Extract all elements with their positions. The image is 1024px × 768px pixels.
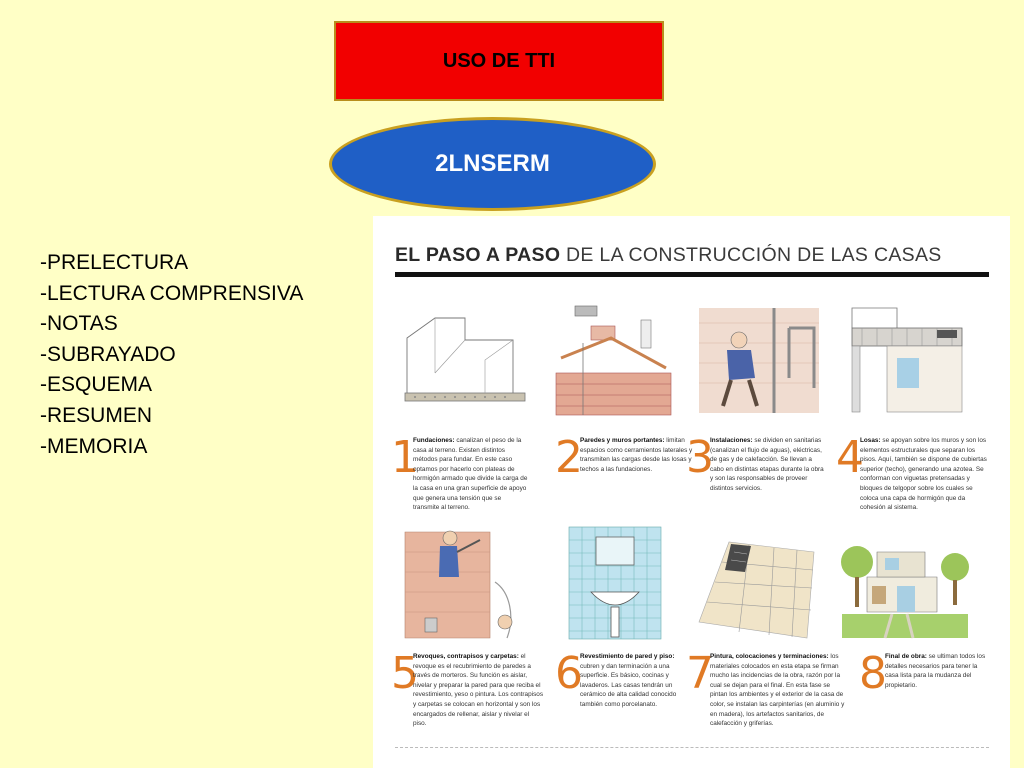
step-body: se dividen en sanitarias (canalizan el flujo de aguas), eléctricas, de gas y de calefacción. Se llevan a cabo en distintas etapas durante la obra y son las responsables de proveer distintos servicios. bbox=[710, 437, 824, 492]
step-text bbox=[413, 652, 543, 729]
step-label: Paredes y muros portantes: bbox=[580, 437, 665, 444]
construction-poster bbox=[373, 216, 1010, 768]
step-body: se ultiman todos los detalles necesarios para tener la casa lista para la mudanza del propietario. bbox=[885, 653, 986, 689]
list-item: -ESQUEMA bbox=[40, 373, 153, 397]
step-label: Fundaciones: bbox=[413, 437, 455, 444]
step-text bbox=[580, 436, 695, 474]
finished-house-illustration bbox=[837, 522, 973, 648]
tiles-illustration bbox=[541, 522, 677, 648]
code-text: 2LNSERM bbox=[435, 150, 550, 177]
step-body: el revoque es el recubrimiento de paredes a través de morteros. Su función es aislar, nivelar y preparar la pared para que reciba el revestimiento, yeso o pintura. Los contrapisos y carpetas se colocan en horizontal y son los encargados de rellenar, aislar y nivelar el piso. bbox=[413, 653, 544, 728]
installations-illustration bbox=[689, 298, 825, 424]
step-text bbox=[860, 436, 990, 513]
finishes-illustration bbox=[689, 522, 825, 648]
step-label: Losas: bbox=[860, 437, 881, 444]
list-item: -SUBRAYADO bbox=[40, 342, 176, 366]
list-item: -PRELECTURA bbox=[40, 251, 189, 274]
foundation-illustration bbox=[395, 298, 531, 424]
step-label: Pintura, colocaciones y terminaciones: bbox=[710, 653, 829, 660]
step-number: 1 bbox=[391, 432, 419, 483]
step-label: Instalaciones: bbox=[710, 437, 753, 444]
step-body: se apoyan sobre los muros y son los elementos estructurales que separan los pisos. Aquí, también se dispone de cubiertas superior (techo), generando una azotea. Se conforman con viguetas pretensadas y bloques de telgopor sobre los cuales se coloca una capa de hormigón que da cohesión al sistema. bbox=[860, 437, 987, 512]
title-text: USO DE TTI bbox=[442, 49, 556, 72]
title-box bbox=[334, 21, 664, 101]
step-number: 3 bbox=[686, 432, 714, 483]
poster-title-bold: EL PASO A PASO bbox=[395, 244, 561, 266]
step-body: limitan espacios como cerramientos laterales y transmiten las cargas desde las losas y techos a las fundaciones. bbox=[580, 437, 693, 473]
list-item: -MEMORIA bbox=[40, 434, 148, 458]
step-number: 8 bbox=[859, 648, 887, 699]
step-label: Revestimiento de pared y piso: bbox=[580, 653, 675, 660]
step-number: 4 bbox=[836, 432, 864, 483]
walls-illustration bbox=[541, 298, 677, 424]
step-text bbox=[580, 652, 695, 710]
step-text bbox=[885, 652, 990, 690]
step-body: los materiales colocados en esta etapa se firman mucho las incidencias de la obra, razón por la cual se dejan para el final. En esta fase se pintan los ambientes y el exterior de la casa de color, se instalan las carpinterías (en aluminio y en madera), los artefactos sanitarios, de calefacción y griferías. bbox=[710, 653, 845, 728]
poster-title bbox=[395, 244, 995, 267]
step-number: 5 bbox=[391, 648, 419, 699]
step-label: Final de obra: bbox=[885, 653, 927, 660]
code-oval bbox=[329, 117, 656, 211]
poster-title-rule bbox=[395, 272, 989, 277]
step-number: 7 bbox=[686, 648, 714, 699]
reading-steps-list bbox=[40, 248, 303, 462]
poster-bottom-rule bbox=[395, 747, 989, 748]
list-item: -LECTURA COMPRENSIVA bbox=[40, 281, 304, 305]
slabs-illustration bbox=[837, 298, 973, 424]
step-text bbox=[710, 652, 845, 729]
list-item: -RESUMEN bbox=[40, 403, 153, 427]
plaster-illustration bbox=[395, 522, 531, 648]
step-body: cubren y dan terminación a una superficie. Es básico, cocinas y lavaderos. Las casas tendrán un cerámico de alta calidad conocido también como porcelanato. bbox=[580, 662, 677, 708]
list-item: -NOTAS bbox=[40, 312, 118, 336]
poster-title-rest: DE LA CONSTRUCCIÓN DE LAS CASAS bbox=[560, 244, 942, 266]
step-number: 6 bbox=[555, 648, 583, 699]
step-text bbox=[710, 436, 825, 494]
step-label: Revoques, contrapisos y carpetas: bbox=[413, 653, 519, 660]
step-number: 2 bbox=[555, 432, 583, 483]
step-body: canalizan el peso de la casa al terreno. Existen distintos métodos para fundar. En este caso optamos por hacerlo con plateas de hormigón armado que divide la carga de la casa en una gran superficie de apoyo que genera una tensión que se transmite al terreno. bbox=[413, 437, 528, 512]
step-text bbox=[413, 436, 528, 513]
